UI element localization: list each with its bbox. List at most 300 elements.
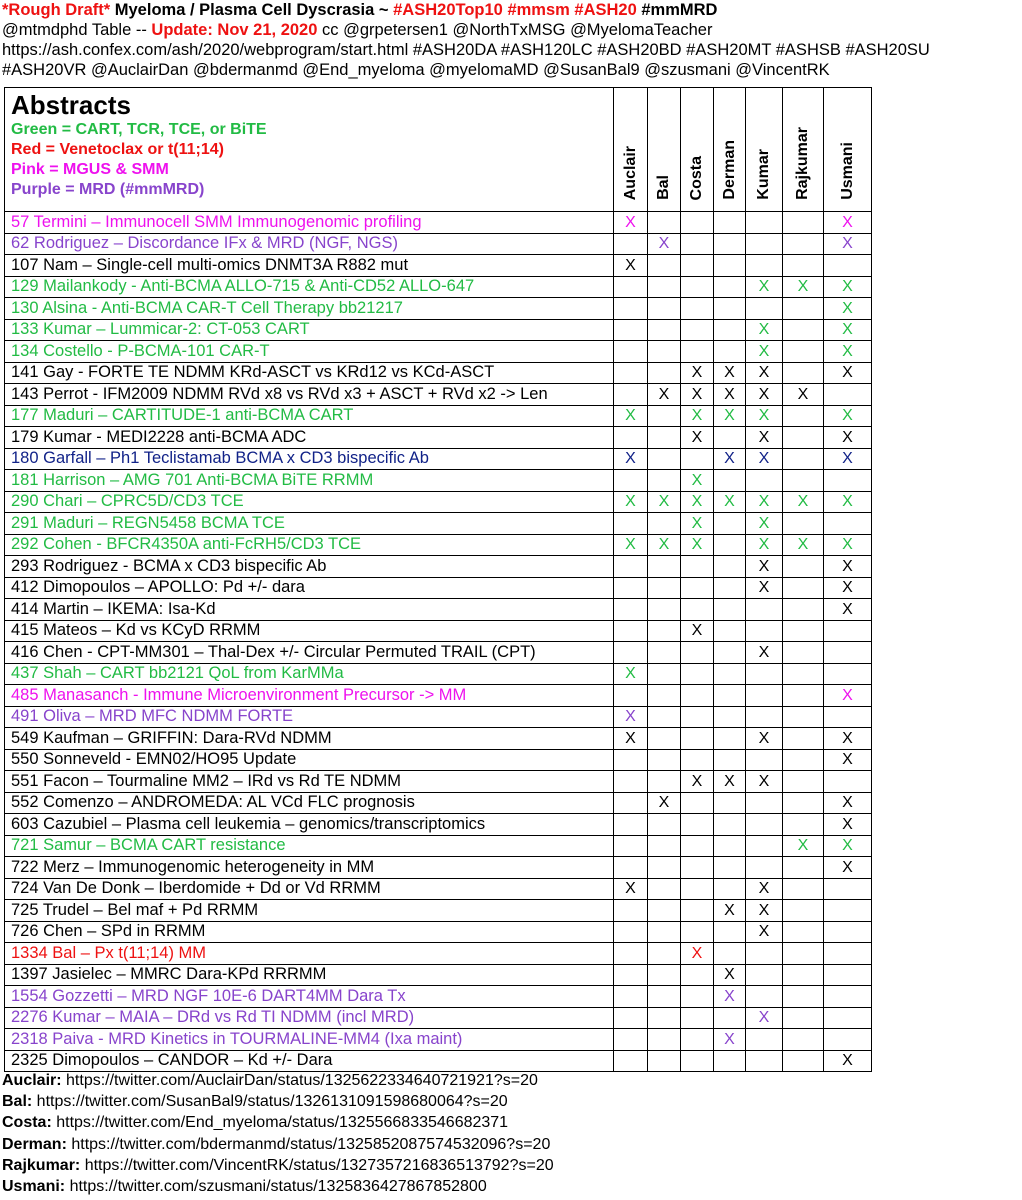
abstract-label: 1334 Bal – Px t(11;14) MM — [5, 943, 614, 965]
table-row — [5, 513, 872, 535]
mark-cell — [614, 427, 648, 449]
abstract-label: 414 Martin – IKEMA: Isa-Kd — [5, 599, 614, 621]
mark-cell — [614, 943, 648, 965]
mark-cell — [681, 642, 714, 664]
legend-item: Red = Venetoclax or t(11;14) — [11, 141, 224, 158]
mark-cell: X — [681, 362, 714, 384]
abstract-label: 293 Rodriguez - BCMA x CD3 bispecific Ab — [5, 556, 614, 578]
mark-cell: X — [746, 491, 783, 513]
mark-cell: X — [614, 728, 648, 750]
mark-cell — [824, 513, 872, 535]
table-row — [5, 943, 872, 965]
mark-cell — [614, 599, 648, 621]
mark-cell — [746, 986, 783, 1008]
mark-cell — [783, 599, 824, 621]
mark-cell — [746, 255, 783, 277]
mark-cell — [714, 298, 746, 320]
mark-cell: X — [648, 534, 681, 556]
mark-cell: X — [746, 319, 783, 341]
mark-cell: X — [783, 384, 824, 406]
mark-cell — [648, 556, 681, 578]
mark-cell — [783, 921, 824, 943]
mark-cell — [681, 685, 714, 707]
mark-cell — [648, 448, 681, 470]
mark-cell — [783, 771, 824, 793]
mark-cell — [783, 577, 824, 599]
mark-cell — [648, 470, 681, 492]
mark-cell: X — [648, 384, 681, 406]
mark-cell — [746, 663, 783, 685]
mark-cell — [614, 319, 648, 341]
mark-cell — [714, 792, 746, 814]
mark-cell — [783, 1050, 824, 1072]
abstract-label: 107 Nam – Single-cell multi-omics DNMT3A R882 mut — [5, 255, 614, 277]
mark-cell — [648, 706, 681, 728]
mark-cell — [714, 814, 746, 836]
mark-cell — [648, 642, 681, 664]
mark-cell — [648, 728, 681, 750]
mark-cell — [614, 771, 648, 793]
mark-cell — [714, 276, 746, 298]
mark-cell — [648, 1007, 681, 1029]
mark-cell — [824, 642, 872, 664]
reviewer-name: Auclair: — [2, 1072, 62, 1089]
mark-cell: X — [614, 534, 648, 556]
mark-cell — [681, 663, 714, 685]
mark-cell — [614, 362, 648, 384]
table-row — [5, 448, 872, 470]
mark-cell — [783, 1029, 824, 1051]
abstract-label: 179 Kumar - MEDI2228 anti-BCMA ADC — [5, 427, 614, 449]
mark-cell — [648, 663, 681, 685]
mark-cell — [783, 448, 824, 470]
mark-cell — [648, 749, 681, 771]
mark-cell — [746, 1050, 783, 1072]
abstract-label: 291 Maduri – REGN5458 BCMA TCE — [5, 513, 614, 535]
mark-cell: X — [824, 814, 872, 836]
mark-cell: X — [824, 491, 872, 513]
mark-cell — [648, 341, 681, 363]
mark-cell: X — [824, 341, 872, 363]
mark-cell: X — [746, 921, 783, 943]
mark-cell — [714, 534, 746, 556]
legend-item: Green = CART, TCR, TCE, or BiTE — [11, 121, 267, 138]
mark-cell — [681, 255, 714, 277]
abstract-label: 57 Termini – Immunocell SMM Immunogenomic profiling — [5, 212, 614, 234]
mark-cell: X — [681, 427, 714, 449]
mark-cell: X — [614, 663, 648, 685]
table-row — [5, 384, 872, 406]
mark-cell: X — [681, 470, 714, 492]
mark-cell: X — [746, 1007, 783, 1029]
table-row — [5, 857, 872, 879]
abstracts-title: Abstracts — [11, 90, 131, 120]
mark-cell: X — [681, 771, 714, 793]
mark-cell — [614, 921, 648, 943]
mark-cell — [714, 1007, 746, 1029]
mark-cell — [681, 448, 714, 470]
mark-cell — [783, 319, 824, 341]
mark-cell — [681, 1007, 714, 1029]
tweet-url[interactable]: https://twitter.com/VincentRK/status/1327357216836513792?s=20 — [80, 1156, 554, 1174]
mark-cell: X — [681, 384, 714, 406]
mark-cell — [714, 427, 746, 449]
mark-cell — [648, 986, 681, 1008]
mark-cell: X — [714, 986, 746, 1008]
table-row — [5, 212, 872, 234]
mark-cell — [746, 943, 783, 965]
mark-cell — [714, 556, 746, 578]
col-header-usmani: Usmani — [824, 88, 872, 212]
table-row — [5, 276, 872, 298]
abstract-label: 437 Shah – CART bb2121 QoL from KarMMa — [5, 663, 614, 685]
abstract-label: 130 Alsina - Anti-BCMA CAR-T Cell Therapy bb21217 — [5, 298, 614, 320]
mark-cell — [824, 771, 872, 793]
header-author: @mtmdphd Table -- — [2, 21, 152, 39]
tweet-url[interactable]: https://twitter.com/szusmani/status/1325836427867852800 — [65, 1178, 487, 1196]
mark-cell — [783, 857, 824, 879]
abstract-label: 549 Kaufman – GRIFFIN: Dara-RVd NDMM — [5, 728, 614, 750]
mark-cell — [648, 771, 681, 793]
reviewer-name: Derman: — [2, 1135, 67, 1153]
mark-cell: X — [746, 577, 783, 599]
mark-cell: X — [714, 771, 746, 793]
tweet-link-line — [2, 1112, 554, 1133]
mark-cell — [614, 814, 648, 836]
header-line-3: https://ash.confex.com/ash/2020/webprogram/start.html #ASH20DA #ASH120LC #ASH20BD #ASH20MT #ASHSB #ASH20SU — [2, 41, 930, 59]
abstract-label: 143 Perrot - IFM2009 NDMM RVd x8 vs RVd x3 + ASCT + RVd x2 -> Len — [5, 384, 614, 406]
abstract-label: 181 Harrison – AMG 701 Anti-BCMA BiTE RRMM — [5, 470, 614, 492]
mark-cell — [648, 943, 681, 965]
update-date: Update: Nov 21, 2020 — [151, 21, 318, 39]
mark-cell: X — [824, 427, 872, 449]
table-row — [5, 255, 872, 277]
mark-cell — [648, 685, 681, 707]
mark-cell: X — [746, 642, 783, 664]
mark-cell: X — [681, 513, 714, 535]
table-row — [5, 319, 872, 341]
mark-cell: X — [824, 362, 872, 384]
mark-cell: X — [714, 384, 746, 406]
mark-cell: X — [746, 405, 783, 427]
mark-cell — [681, 706, 714, 728]
table-row — [5, 728, 872, 750]
mark-cell — [824, 1007, 872, 1029]
mark-cell — [714, 233, 746, 255]
table-row — [5, 298, 872, 320]
col-header-derman: Derman — [714, 88, 746, 212]
mark-cell — [783, 556, 824, 578]
tweet-link-line — [2, 1070, 554, 1091]
mark-cell: X — [614, 491, 648, 513]
mark-cell: X — [714, 405, 746, 427]
abstract-label: 141 Gay - FORTE TE NDMM KRd-ASCT vs KRd12 vs KCd-ASCT — [5, 362, 614, 384]
mark-cell: X — [824, 405, 872, 427]
mark-cell — [614, 276, 648, 298]
mark-cell: X — [746, 427, 783, 449]
mark-cell: X — [824, 534, 872, 556]
tweet-url[interactable]: https://twitter.com/SusanBal9/status/1326131091598680064?s=20 — [32, 1093, 508, 1111]
mark-cell — [648, 620, 681, 642]
mark-cell — [783, 427, 824, 449]
mark-cell — [783, 233, 824, 255]
mark-cell: X — [783, 534, 824, 556]
mark-cell — [614, 685, 648, 707]
mark-cell — [614, 964, 648, 986]
tweet-url[interactable]: https://twitter.com/AuclairDan/status/1325622334640721921?s=20 — [61, 1072, 538, 1089]
mark-cell: X — [783, 276, 824, 298]
mark-cell — [681, 319, 714, 341]
mark-cell — [714, 470, 746, 492]
abstract-label: 721 Samur – BCMA CART resistance — [5, 835, 614, 857]
mark-cell — [714, 599, 746, 621]
mark-cell — [746, 749, 783, 771]
mark-cell: X — [648, 491, 681, 513]
table-row — [5, 577, 872, 599]
mark-cell: X — [824, 728, 872, 750]
reviewer-name: Rajkumar: — [2, 1156, 81, 1174]
table-header-row — [5, 88, 872, 212]
mark-cell: X — [824, 577, 872, 599]
mark-cell — [614, 835, 648, 857]
mark-cell — [783, 749, 824, 771]
mark-cell — [681, 986, 714, 1008]
mark-cell — [648, 577, 681, 599]
mark-cell — [824, 878, 872, 900]
mark-cell: X — [714, 900, 746, 922]
mark-cell — [783, 728, 824, 750]
mark-cell — [648, 964, 681, 986]
mark-cell: X — [824, 556, 872, 578]
mark-cell — [614, 470, 648, 492]
mark-cell — [614, 620, 648, 642]
abstract-label: 725 Trudel – Bel maf + Pd RRMM — [5, 900, 614, 922]
mark-cell — [648, 814, 681, 836]
mark-cell — [614, 1029, 648, 1051]
table-row — [5, 642, 872, 664]
mark-cell — [824, 1029, 872, 1051]
mark-cell — [783, 298, 824, 320]
mark-cell — [614, 749, 648, 771]
mark-cell — [783, 663, 824, 685]
tweet-url[interactable]: https://twitter.com/End_myeloma/status/1325566833546682371 — [51, 1114, 509, 1132]
mark-cell — [783, 986, 824, 1008]
mark-cell — [824, 921, 872, 943]
mark-cell — [714, 835, 746, 857]
abstract-label: 551 Facon – Tourmaline MM2 – IRd vs Rd TE NDMM — [5, 771, 614, 793]
mark-cell — [681, 964, 714, 986]
mark-cell — [681, 728, 714, 750]
mark-cell — [714, 513, 746, 535]
mark-cell: X — [746, 513, 783, 535]
mark-cell: X — [824, 685, 872, 707]
mark-cell — [648, 599, 681, 621]
abstract-label: 2276 Kumar – MAIA – DRd vs Rd TI NDMM (incl MRD) — [5, 1007, 614, 1029]
table-row — [5, 470, 872, 492]
mark-cell: X — [614, 878, 648, 900]
mark-cell — [783, 212, 824, 234]
mark-cell — [746, 964, 783, 986]
abstract-label: 415 Mateos – Kd vs KCyD RRMM — [5, 620, 614, 642]
mark-cell — [783, 706, 824, 728]
mark-cell — [824, 706, 872, 728]
mark-cell — [614, 298, 648, 320]
abstract-label: 552 Comenzo – ANDROMEDA: AL VCd FLC prognosis — [5, 792, 614, 814]
abstract-label: 416 Chen - CPT-MM301 – Thal-Dex +/- Circular Permuted TRAIL (CPT) — [5, 642, 614, 664]
mark-cell — [783, 405, 824, 427]
mark-cell: X — [824, 448, 872, 470]
mark-cell: X — [746, 728, 783, 750]
col-header-rajkumar: Rajkumar — [783, 88, 824, 212]
tweet-url[interactable]: https://twitter.com/bdermanmd/status/1325852087574532096?s=20 — [66, 1135, 551, 1153]
mark-cell — [614, 556, 648, 578]
abstract-label: 726 Chen – SPd in RRMM — [5, 921, 614, 943]
abstract-label: 491 Oliva – MRD MFC NDMM FORTE — [5, 706, 614, 728]
mark-cell — [746, 1029, 783, 1051]
table-row — [5, 706, 872, 728]
abstracts-header-cell — [5, 88, 614, 212]
abstract-label: 129 Mailankody - Anti-BCMA ALLO-715 & Anti-CD52 ALLO-647 — [5, 276, 614, 298]
mark-cell: X — [681, 620, 714, 642]
mark-cell: X — [714, 448, 746, 470]
table-row — [5, 233, 872, 255]
col-header-auclair: Auclair — [614, 88, 648, 212]
reviewer-name: Costa: — [2, 1114, 52, 1132]
mark-cell — [614, 341, 648, 363]
mark-cell: X — [746, 556, 783, 578]
mark-cell — [648, 1050, 681, 1072]
header-title: Myeloma / Plasma Cell Dyscrasia ~ — [110, 1, 394, 19]
reviewer-name: Usmani: — [2, 1178, 66, 1196]
mark-cell: X — [614, 255, 648, 277]
mark-cell: X — [614, 706, 648, 728]
mark-cell: X — [746, 384, 783, 406]
mark-cell — [614, 857, 648, 879]
mark-cell — [714, 1050, 746, 1072]
abstracts-table — [4, 87, 872, 1072]
table-row — [5, 427, 872, 449]
mark-cell: X — [824, 298, 872, 320]
table-row — [5, 362, 872, 384]
mark-cell: X — [681, 491, 714, 513]
mark-cell: X — [714, 362, 746, 384]
header-mrd-tag: #mmMRD — [636, 1, 718, 19]
mark-cell — [648, 255, 681, 277]
mark-cell — [614, 233, 648, 255]
table-row — [5, 556, 872, 578]
mark-cell — [648, 319, 681, 341]
table-row — [5, 599, 872, 621]
legend — [11, 120, 607, 200]
mark-cell — [824, 663, 872, 685]
mark-cell — [681, 1050, 714, 1072]
header-line-4: #ASH20VR @AuclairDan @bdermanmd @End_myeloma @myelomaMD @SusanBal9 @szusmani @VincentRK — [2, 61, 830, 79]
mark-cell — [648, 427, 681, 449]
mark-cell — [714, 857, 746, 879]
mark-cell: X — [824, 276, 872, 298]
table-row — [5, 491, 872, 513]
mark-cell — [824, 986, 872, 1008]
table-row — [5, 1050, 872, 1072]
col-header-costa: Costa — [681, 88, 714, 212]
mark-cell — [746, 685, 783, 707]
table-row — [5, 900, 872, 922]
mark-cell — [681, 792, 714, 814]
reviewer-name: Bal: — [2, 1093, 33, 1111]
abstract-label: 62 Rodriguez – Discordance IFx & MRD (NGF, NGS) — [5, 233, 614, 255]
mark-cell — [681, 577, 714, 599]
mark-cell — [614, 792, 648, 814]
mark-cell — [714, 749, 746, 771]
mark-cell — [648, 212, 681, 234]
table-row — [5, 749, 872, 771]
mark-cell — [783, 814, 824, 836]
abstract-label: 722 Merz – Immunogenomic heterogeneity in MM — [5, 857, 614, 879]
legend-item: Pink = MGUS & SMM — [11, 161, 169, 178]
mark-cell — [614, 1007, 648, 1029]
mark-cell: X — [614, 448, 648, 470]
mark-cell — [746, 470, 783, 492]
tweet-link-line — [2, 1176, 554, 1197]
table-row — [5, 620, 872, 642]
mark-cell — [746, 835, 783, 857]
table-row — [5, 835, 872, 857]
abstract-label: 412 Dimopoulos – APOLLO: Pd +/- dara — [5, 577, 614, 599]
table-row — [5, 685, 872, 707]
mark-cell — [746, 857, 783, 879]
mark-cell — [681, 814, 714, 836]
abstract-label: 485 Manasanch - Immune Microenvironment Precursor -> MM — [5, 685, 614, 707]
page-header — [2, 0, 1020, 80]
mark-cell: X — [746, 534, 783, 556]
mark-cell — [746, 233, 783, 255]
table-row — [5, 814, 872, 836]
mark-cell: X — [681, 405, 714, 427]
mark-cell — [681, 556, 714, 578]
tweet-links — [2, 1070, 554, 1197]
table-row — [5, 1029, 872, 1051]
mark-cell: X — [783, 491, 824, 513]
table-row — [5, 771, 872, 793]
abstract-label: 724 Van De Donk – Iberdomide + Dd or Vd RRMM — [5, 878, 614, 900]
col-header-kumar: Kumar — [746, 88, 783, 212]
mark-cell — [783, 513, 824, 535]
mark-cell — [614, 513, 648, 535]
mark-cell — [648, 857, 681, 879]
mark-cell — [648, 362, 681, 384]
mark-cell: X — [648, 792, 681, 814]
mark-cell: X — [824, 233, 872, 255]
mark-cell: X — [714, 491, 746, 513]
mark-cell: X — [746, 878, 783, 900]
abstract-label: 2325 Dimopoulos – CANDOR – Kd +/- Dara — [5, 1050, 614, 1072]
mark-cell — [681, 921, 714, 943]
abstract-label: 2318 Paiva - MRD Kinetics in TOURMALINE-MM4 (Ixa maint) — [5, 1029, 614, 1051]
mark-cell — [614, 986, 648, 1008]
mark-cell — [783, 964, 824, 986]
mark-cell — [681, 276, 714, 298]
mark-cell — [648, 276, 681, 298]
mark-cell: X — [824, 792, 872, 814]
mark-cell — [681, 233, 714, 255]
mark-cell — [824, 900, 872, 922]
mark-cell — [746, 620, 783, 642]
mark-cell — [714, 212, 746, 234]
mark-cell — [648, 298, 681, 320]
mark-cell: X — [746, 900, 783, 922]
mark-cell — [681, 599, 714, 621]
tweet-link-line — [2, 1155, 554, 1176]
